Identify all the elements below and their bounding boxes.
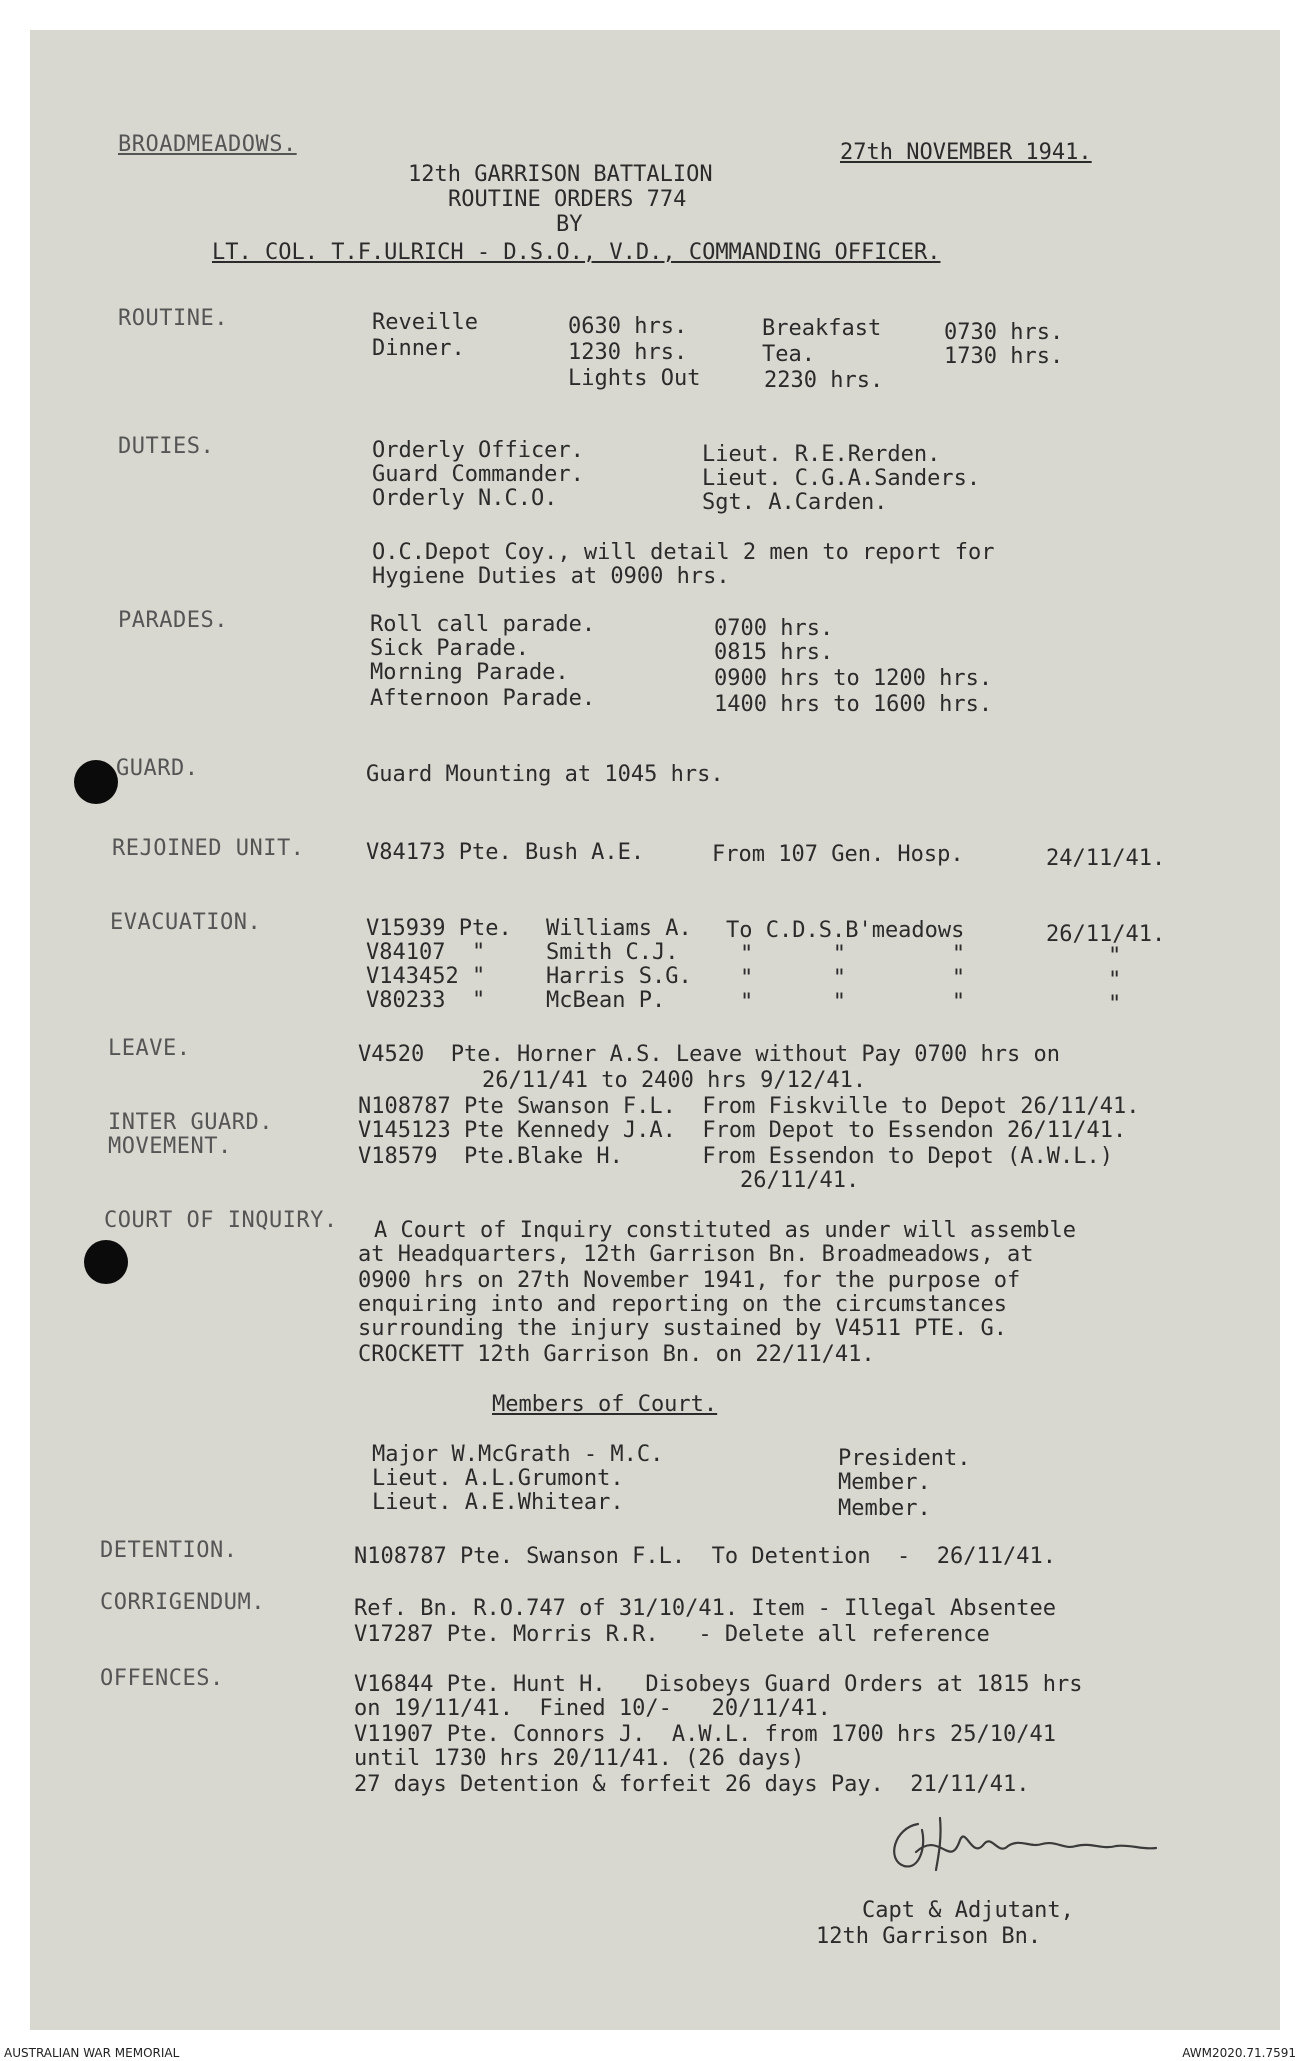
inter-guard-label: INTER GUARD. — [108, 1110, 273, 1135]
commander-line: LT. COL. T.F.ULRICH - D.S.O., V.D., COMMANDING OFFICER. — [212, 240, 941, 265]
evac-date: " — [1108, 944, 1122, 969]
signature-title: Capt & Adjutant, — [862, 1898, 1074, 1923]
evac-name: McBean P. — [546, 988, 666, 1013]
evac-number: V15939 Pte. — [366, 916, 512, 941]
offence-line: V16844 Pte. Hunt H. Disobeys Guard Orders at 1815 hrs — [354, 1672, 1083, 1697]
detention-text: N108787 Pte. Swanson F.L. To Detention - 26/11/41. — [354, 1544, 1056, 1569]
signature-unit: 12th Garrison Bn. — [816, 1924, 1042, 1949]
duties-note: O.C.Depot Coy., will detail 2 men to report for — [372, 540, 995, 565]
parade-name: Roll call parade. — [370, 612, 596, 637]
archive-reference: AWM2020.71.7591 — [1182, 2046, 1296, 2060]
member-name: Lieut. A.L.Grumont. — [372, 1466, 624, 1491]
rejoined-label: REJOINED UNIT. — [112, 836, 305, 861]
duties-label: DUTIES. — [118, 434, 215, 459]
punch-hole-lower — [84, 1240, 128, 1284]
date-heading: 27th NOVEMBER 1941. — [840, 140, 1092, 165]
member-role: Member. — [838, 1496, 931, 1521]
reveille-time: 0630 hrs. — [568, 314, 688, 339]
corrigendum-label: CORRIGENDUM. — [100, 1590, 265, 1615]
corrigendum-line: Ref. Bn. R.O.747 of 31/10/41. Item - Illegal Absentee — [354, 1596, 1056, 1621]
evacuation-label: EVACUATION. — [110, 910, 262, 935]
parade-time: 0900 hrs to 1200 hrs. — [714, 666, 993, 691]
court-line: enquiring into and reporting on the circumstances — [358, 1292, 1008, 1317]
rejoined-number: V84173 Pte. Bush A.E. — [366, 840, 645, 865]
duties-note: Hygiene Duties at 0900 hrs. — [372, 564, 730, 589]
court-line: at Headquarters, 12th Garrison Bn. Broadmeadows, at — [358, 1242, 1034, 1267]
parade-time: 0815 hrs. — [714, 640, 834, 665]
duty-name: Lieut. R.E.Rerden. — [702, 442, 941, 467]
evac-dest: To C.D.S.B'meadows — [726, 918, 965, 943]
evac-name: Harris S.G. — [546, 964, 692, 989]
member-name: Major W.McGrath - M.C. — [372, 1442, 664, 1467]
lights-out-time: 2230 hrs. — [764, 368, 884, 393]
parade-name: Morning Parade. — [370, 660, 569, 685]
place-heading: BROADMEADOWS. — [118, 132, 297, 157]
evac-name: Smith C.J. — [546, 940, 679, 965]
detention-label: DETENTION. — [100, 1538, 238, 1563]
movement-label: MOVEMENT. — [108, 1134, 232, 1159]
guard-label: GUARD. — [116, 756, 199, 781]
evac-number: V143452 " — [366, 964, 486, 989]
duty-role: Orderly N.C.O. — [372, 486, 558, 511]
duty-role: Orderly Officer. — [372, 438, 584, 463]
battalion-title: 12th GARRISON BATTALION — [408, 162, 713, 187]
evac-number: V84107 " — [366, 940, 486, 965]
member-role: Member. — [838, 1470, 931, 1495]
guard-text: Guard Mounting at 1045 hrs. — [366, 762, 724, 787]
offences-label: OFFENCES. — [100, 1666, 224, 1691]
dinner-time: 1230 hrs. — [568, 340, 688, 365]
tea-time: 1730 hrs. — [944, 344, 1064, 369]
parades-label: PARADES. — [118, 608, 228, 633]
evac-name: Williams A. — [546, 916, 692, 941]
leave-line: 26/11/41 to 2400 hrs 9/12/41. — [482, 1068, 867, 1093]
court-label: COURT OF INQUIRY. — [104, 1208, 338, 1233]
movement-line: N108787 Pte Swanson F.L. From Fiskville to Depot 26/11/41. — [358, 1094, 1140, 1119]
movement-line: 26/11/41. — [740, 1168, 860, 1193]
by-line: BY — [556, 212, 583, 237]
breakfast-label: Breakfast — [762, 316, 882, 341]
dinner-label: Dinner. — [372, 336, 465, 361]
evac-dest: " " " — [740, 990, 966, 1015]
handwritten-signature — [880, 1800, 1200, 1880]
evac-date: 26/11/41. — [1046, 922, 1166, 947]
members-heading: Members of Court. — [492, 1392, 718, 1417]
court-line: surrounding the injury sustained by V4511 PTE. G. — [358, 1316, 1008, 1341]
parade-name: Afternoon Parade. — [370, 686, 596, 711]
court-line: CROCKETT 12th Garrison Bn. on 22/11/41. — [358, 1342, 875, 1367]
orders-title: ROUTINE ORDERS 774 — [448, 187, 687, 212]
court-line: A Court of Inquiry constituted as under will assemble — [374, 1218, 1076, 1243]
offence-line: until 1730 hrs 20/11/41. (26 days) — [354, 1746, 805, 1771]
tea-label: Tea. — [762, 342, 815, 367]
offence-line: 27 days Detention & forfeit 26 days Pay. 21/11/41. — [354, 1772, 1030, 1797]
archive-credit: AUSTRALIAN WAR MEMORIAL — [4, 2046, 180, 2060]
offence-line: on 19/11/41. Fined 10/- 20/11/41. — [354, 1696, 831, 1721]
corrigendum-line: V17287 Pte. Morris R.R. - Delete all reference — [354, 1622, 990, 1647]
evac-date: " — [1108, 992, 1122, 1017]
offence-line: V11907 Pte. Connors J. A.W.L. from 1700 hrs 25/10/41 — [354, 1722, 1056, 1747]
parade-time: 0700 hrs. — [714, 616, 834, 641]
leave-label: LEAVE. — [108, 1036, 191, 1061]
parade-time: 1400 hrs to 1600 hrs. — [714, 692, 993, 717]
movement-line: V145123 Pte Kennedy J.A. From Depot to Essendon 26/11/41. — [358, 1118, 1127, 1143]
duty-name: Lieut. C.G.A.Sanders. — [702, 466, 981, 491]
breakfast-time: 0730 hrs. — [944, 320, 1064, 345]
duty-role: Guard Commander. — [372, 462, 584, 487]
evac-date: " — [1108, 968, 1122, 993]
duty-name: Sgt. A.Carden. — [702, 490, 888, 515]
leave-line: V4520 Pte. Horner A.S. Leave without Pay 0700 hrs on — [358, 1042, 1060, 1067]
rejoined-from: From 107 Gen. Hosp. — [712, 842, 964, 867]
parade-name: Sick Parade. — [370, 636, 529, 661]
evac-dest: " " " — [740, 942, 966, 967]
member-name: Lieut. A.E.Whitear. — [372, 1490, 624, 1515]
routine-label: ROUTINE. — [118, 306, 228, 331]
lights-out-label: Lights Out — [568, 366, 701, 391]
rejoined-date: 24/11/41. — [1046, 846, 1166, 871]
member-role: President. — [838, 1446, 971, 1471]
movement-line: V18579 Pte.Blake H. From Essendon to Depot (A.W.L.) — [358, 1144, 1113, 1169]
evac-dest: " " " — [740, 966, 966, 991]
punch-hole-upper — [74, 760, 118, 804]
reveille-label: Reveille — [372, 310, 478, 335]
court-line: 0900 hrs on 27th November 1941, for the purpose of — [358, 1268, 1021, 1293]
evac-number: V80233 " — [366, 988, 486, 1013]
